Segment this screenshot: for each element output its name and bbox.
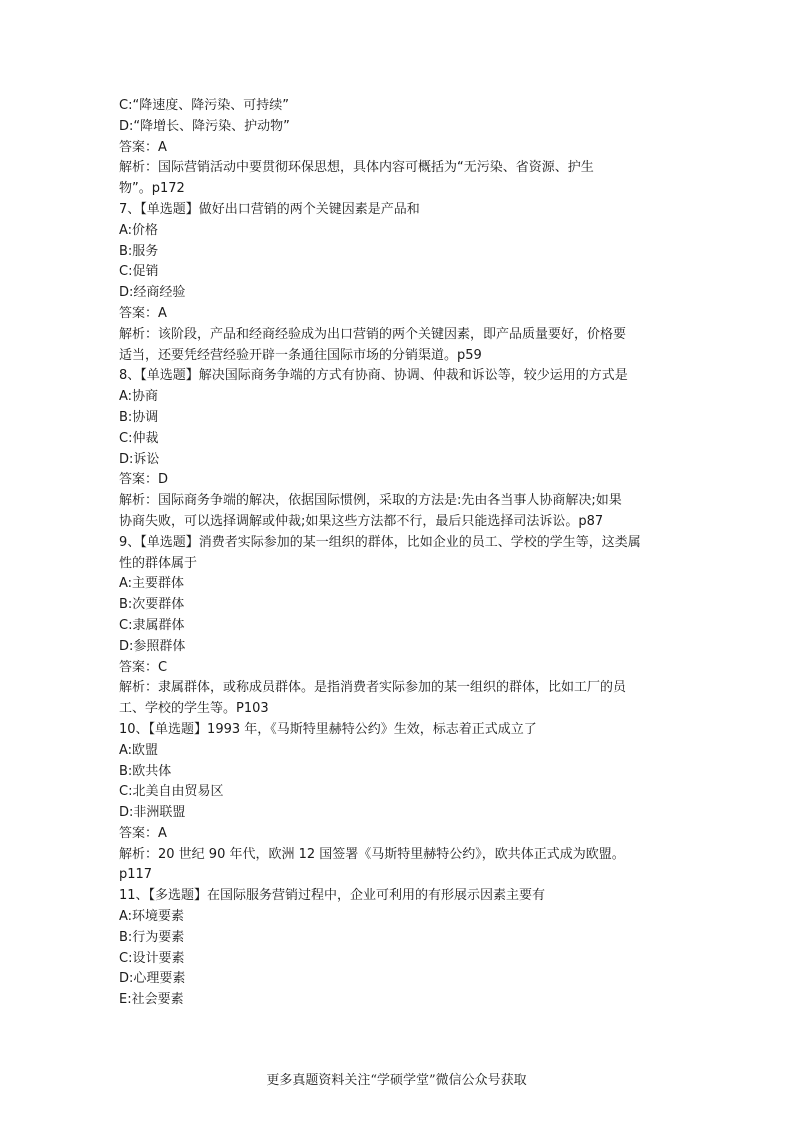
answer-line: 答案：A — [119, 825, 167, 841]
option-line: B:协调 — [119, 409, 159, 425]
option-line: D:诉讼 — [119, 451, 160, 467]
option-line: D:“降增长、降污染、护动物” — [119, 118, 290, 134]
option-line: D:心理要素 — [119, 971, 186, 987]
question-line: 性的群体属于 — [119, 555, 198, 571]
explanation-line: 解析：隶属群体，或称成员群体。是指消费者实际参加的某一组织的群体，比如工厂的员 — [119, 680, 627, 696]
option-line: C:隶属群体 — [119, 617, 185, 633]
option-line: B:次要群体 — [119, 597, 185, 613]
option-line: C:仲裁 — [119, 430, 159, 446]
answer-line: 答案：D — [119, 472, 169, 488]
explanation-line: 适当，还要凭经营经验开辟一条通往国际市场的分销渠道。p59 — [119, 347, 482, 363]
option-line: A:协商 — [119, 389, 159, 405]
answer-line: 答案：C — [119, 659, 168, 675]
option-line: B:服务 — [119, 243, 159, 259]
option-line: D:经商经验 — [119, 285, 186, 301]
option-line: A:环境要素 — [119, 909, 185, 925]
option-line: C:设计要素 — [119, 950, 185, 966]
explanation-line: 解析：20 世纪 90 年代，欧洲 12 国签署《马斯特里赫特公约》，欧共体正式成为欧盟。 — [119, 846, 625, 862]
explanation-line: 解析：国际营销活动中要贯彻环保思想，具体内容可概括为“无污染、省资源、护生 — [119, 160, 594, 176]
option-line: B:欧共体 — [119, 763, 172, 779]
question-line: 9、【单选题】消费者实际参加的某一组织的群体，比如企业的员工、学校的学生等，这类属 — [119, 534, 641, 550]
explanation-line: 解析：该阶段，产品和经商经验成为出口营销的两个关键因素，即产品质量要好，价格要 — [119, 326, 627, 342]
question-line: 8、【单选题】解决国际商务争端的方式有协商、协调、仲裁和诉讼等，较少运用的方式是 — [119, 368, 628, 384]
explanation-line: 解析：国际商务争端的解决，依据国际惯例，采取的方法是:先由各当事人协商解决;如果 — [119, 493, 622, 509]
explanation-line: 物”。p172 — [119, 181, 185, 197]
page-footer: 更多真题资料关注“学硕学堂”微信公众号获取 — [266, 1073, 527, 1088]
question-line: 10、【单选题】1993 年，《马斯特里赫特公约》生效，标志着正式成立了 — [119, 721, 537, 737]
option-line: C:北美自由贸易区 — [119, 784, 224, 800]
explanation-line: 协商失败，可以选择调解或仲裁;如果这些方法都不行，最后只能选择司法诉讼。p87 — [119, 513, 604, 529]
option-line: C:促销 — [119, 264, 159, 280]
explanation-line: 工、学校的学生等。P103 — [119, 701, 269, 717]
option-line: E:社会要素 — [119, 992, 184, 1008]
question-line: 7、【单选题】做好出口营销的两个关键因素是产品和 — [119, 201, 420, 217]
option-line: B:行为要素 — [119, 929, 185, 945]
answer-line: 答案：A — [119, 139, 167, 155]
question-line: 11、【多选题】在国际服务营销过程中，企业可利用的有形展示因素主要有 — [119, 888, 546, 904]
answer-line: 答案：A — [119, 305, 167, 321]
option-line: D:参照群体 — [119, 638, 186, 654]
option-line: D:非洲联盟 — [119, 805, 186, 821]
option-line: A:价格 — [119, 222, 159, 238]
option-line: A:主要群体 — [119, 576, 185, 592]
option-line: A:欧盟 — [119, 742, 159, 758]
explanation-line: p117 — [119, 867, 153, 883]
option-line: C:“降速度、降污染、可持续” — [119, 98, 289, 113]
document-body — [119, 96, 679, 1011]
